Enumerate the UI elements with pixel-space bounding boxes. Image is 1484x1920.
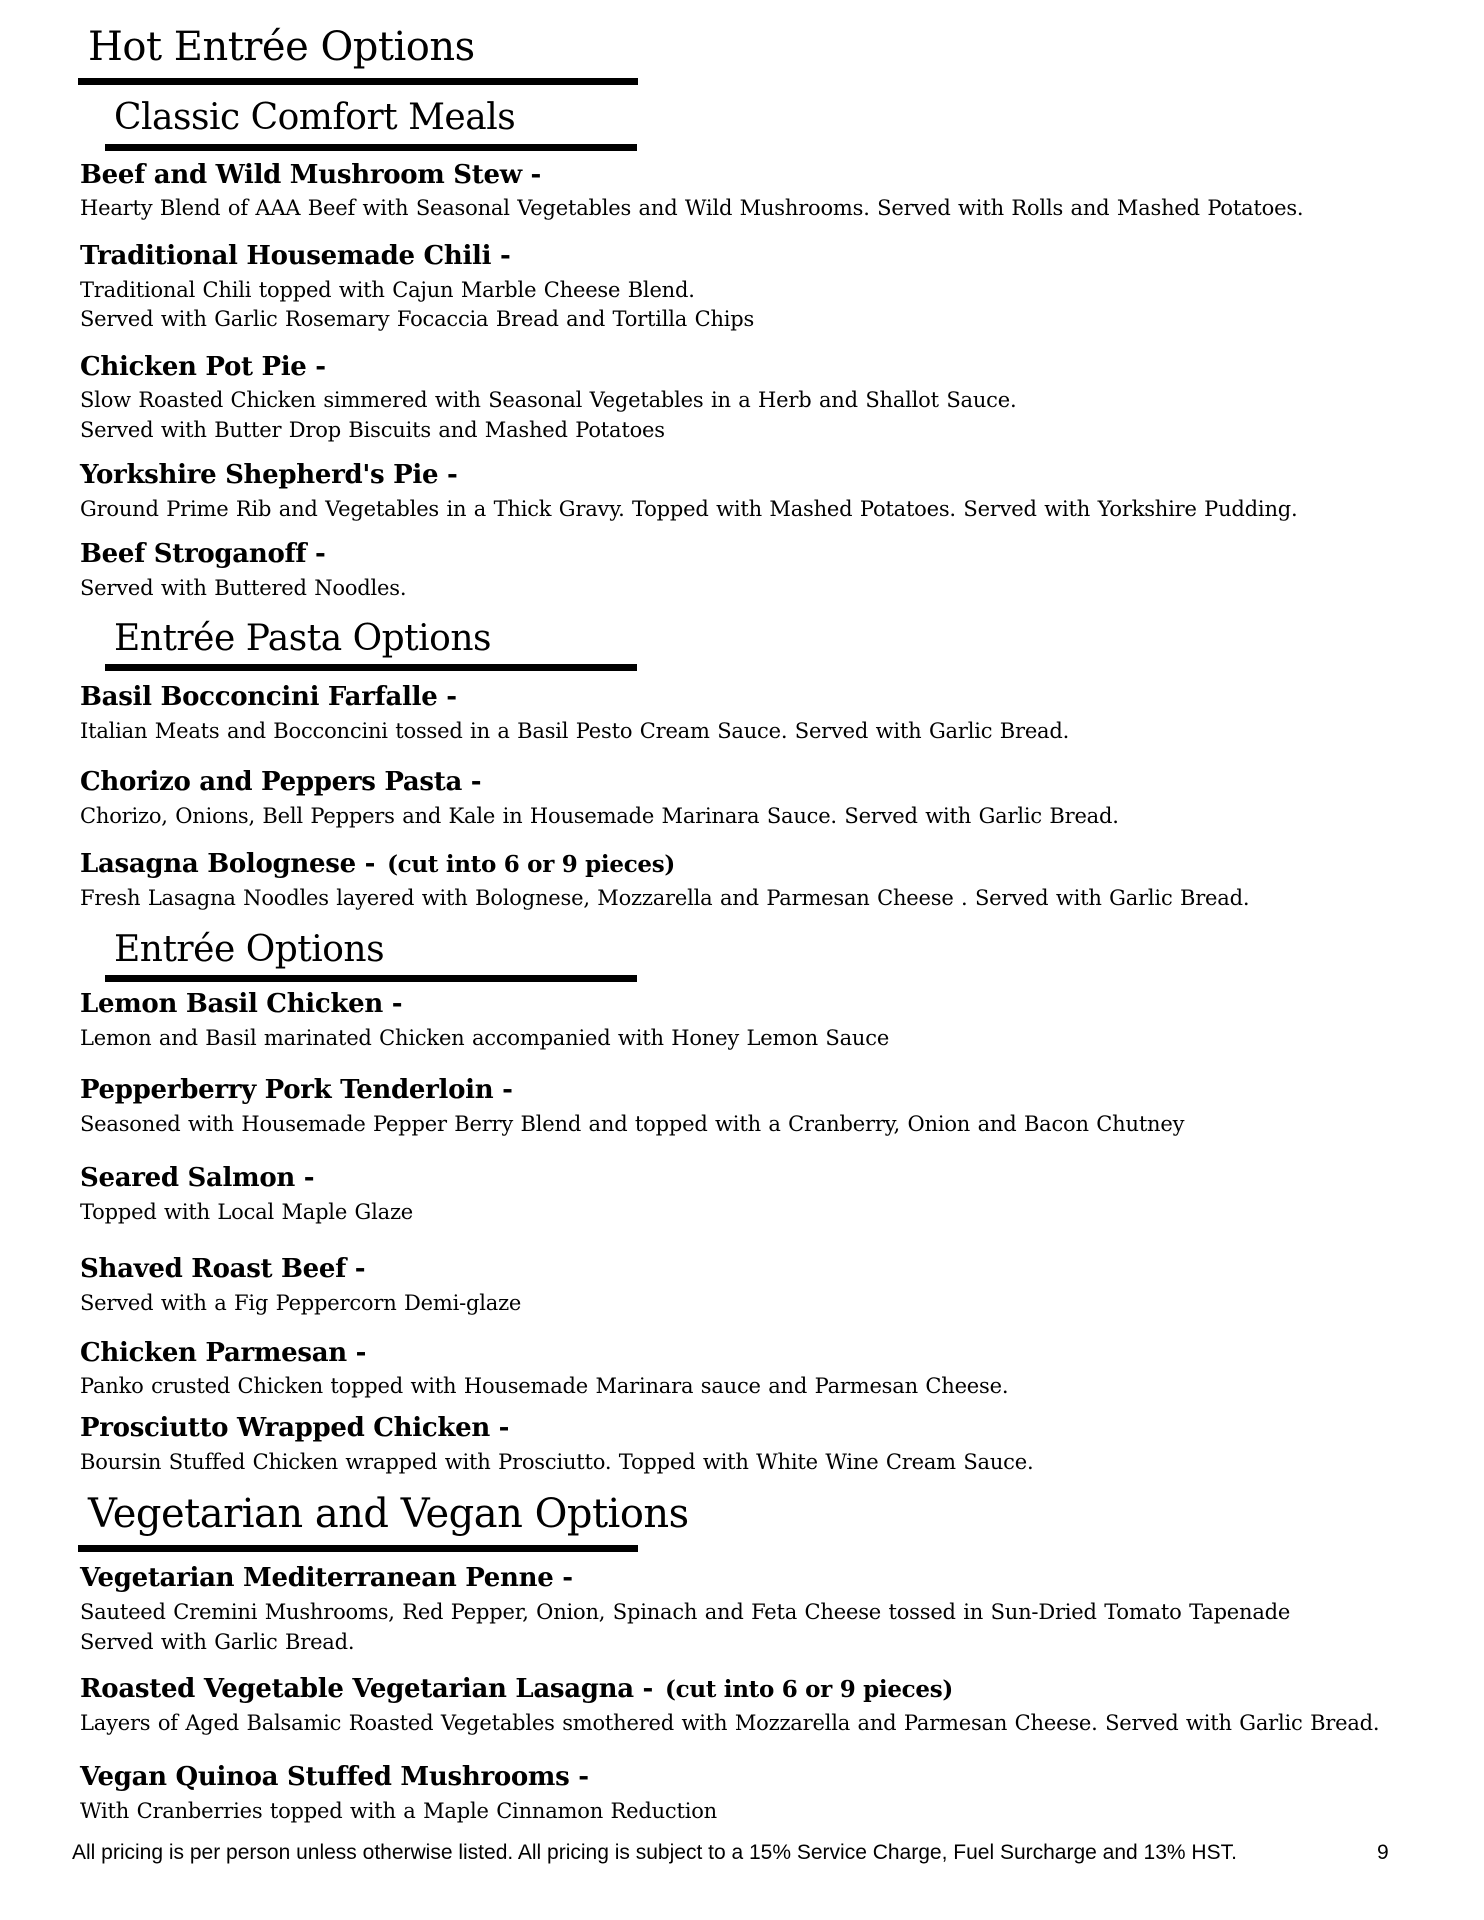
menu-item-desc: Served with Buttered Noodles. — [80, 576, 407, 601]
section-heading-block — [78, 1491, 1456, 1552]
menu-item-desc: Served with Garlic Bread. — [80, 1629, 355, 1654]
menu-item — [78, 1763, 1456, 1826]
menu-item — [78, 683, 1456, 746]
menu-item — [78, 850, 1456, 913]
heading-underline — [78, 1545, 638, 1552]
section-heading: Entrée Options — [114, 929, 385, 970]
menu-item-name: Lemon Basil Chicken - — [80, 989, 403, 1020]
menu-item-desc: Topped with Local Maple Glaze — [80, 1199, 414, 1224]
menu-item — [78, 1414, 1456, 1477]
section-heading: Classic Comfort Meals — [114, 97, 516, 139]
menu-item-desc: Chorizo, Onions, Bell Peppers and Kale in Housemade Marinara Sauce. Served with Garlic Bread. — [80, 804, 1119, 829]
menu-item-name: Beef Stroganoff - — [80, 539, 326, 570]
heading-underline — [78, 78, 638, 85]
menu-item-name: Chorizo and Peppers Pasta - — [80, 767, 482, 798]
menu-item-desc: Served with Butter Drop Biscuits and Mashed Potatoes — [80, 417, 665, 442]
menu-item-name-text: Roasted Vegetable Vegetarian Lasagna - — [80, 1673, 654, 1704]
menu-item-name: Vegetarian Mediterranean Penne - — [80, 1563, 573, 1594]
menu-item — [78, 768, 1456, 831]
page-number: 9 — [1377, 1841, 1389, 1864]
menu-item-desc: Italian Meats and Bocconcini tossed in a Basil Pesto Cream Sauce. Served with Garlic Bread. — [80, 719, 1070, 744]
menu-item-desc: Traditional Chili topped with Cajun Marble Cheese Blend. — [80, 277, 695, 302]
menu-item-name: Traditional Housemade Chili - — [80, 240, 511, 271]
menu-item — [78, 1564, 1456, 1657]
menu-item-desc: Slow Roasted Chicken simmered with Seasonal Vegetables in a Herb and Shallot Sauce. — [80, 388, 1017, 413]
menu-item-name: Basil Bocconcini Farfalle - — [80, 682, 457, 713]
menu-item — [78, 1255, 1456, 1318]
section-classic-comfort-meals — [78, 97, 1456, 604]
page-title: Hot Entrée Options — [88, 24, 475, 70]
menu-item — [78, 242, 1456, 335]
section-heading: Vegetarian and Vegan Options — [88, 1491, 689, 1538]
section-entree-pasta-options — [78, 618, 1456, 913]
menu-item-note: (cut into 6 or 9 pieces) — [387, 850, 675, 878]
heading-underline — [105, 975, 637, 982]
section-vegetarian-vegan-options — [78, 1491, 1456, 1826]
menu-item — [78, 161, 1456, 224]
menu-item-name: Prosciutto Wrapped Chicken - — [80, 1412, 510, 1443]
menu-item — [78, 1164, 1456, 1227]
menu-item-name: Seared Salmon - — [80, 1162, 315, 1193]
section-heading-block — [78, 929, 1456, 982]
menu-item-desc: Sauteed Cremini Mushrooms, Red Pepper, Onion, Spinach and Feta Cheese tossed in Sun-Dried Tomato Tapenade — [80, 1600, 1291, 1625]
menu-item — [78, 540, 1456, 603]
menu-item-name — [80, 850, 1456, 880]
menu-item-desc: Fresh Lasagna Noodles layered with Bolognese, Mozzarella and Parmesan Cheese . Served with Garlic Bread. — [80, 885, 1250, 910]
menu-item — [78, 1339, 1456, 1402]
menu-item-desc: With Cranberries topped with a Maple Cinnamon Reduction — [80, 1799, 717, 1824]
section-heading-block — [78, 618, 1456, 671]
menu-item-desc: Served with Garlic Rosemary Focaccia Bread and Tortilla Chips — [80, 307, 755, 332]
menu-item — [78, 1076, 1456, 1139]
page-footer — [72, 1841, 1452, 1865]
menu-item-name: Chicken Pot Pie - — [80, 351, 326, 382]
menu-item — [78, 1675, 1456, 1738]
menu-item-desc: Panko crusted Chicken topped with Housemade Marinara sauce and Parmesan Cheese. — [80, 1374, 1009, 1399]
page-title-block — [78, 24, 1456, 85]
section-heading-block — [78, 97, 1456, 150]
menu-item-name: Shaved Roast Beef - — [80, 1254, 366, 1285]
menu-item-name: Beef and Wild Mushroom Stew - — [80, 159, 542, 190]
footer-pricing-note: All pricing is per person unless otherwise listed. All pricing is subject to a 15% Service Charge, Fuel Surcharge and 13% HST. — [72, 1841, 1237, 1864]
menu-item-desc: Seasoned with Housemade Pepper Berry Blend and topped with a Cranberry, Onion and Bacon Chutney — [80, 1111, 1185, 1136]
menu-item-name — [80, 1675, 1456, 1705]
section-entree-options — [78, 929, 1456, 1477]
menu-item-desc: Layers of Aged Balsamic Roasted Vegetables smothered with Mozzarella and Parmesan Cheese. Served with Garlic Bread. — [80, 1710, 1380, 1735]
menu-item — [78, 461, 1456, 524]
heading-underline — [105, 664, 637, 671]
menu-item-name: Yorkshire Shepherd's Pie - — [80, 460, 458, 491]
menu-item-desc: Hearty Blend of AAA Beef with Seasonal Vegetables and Wild Mushrooms. Served with Rolls and Mashed Potatoes. — [80, 196, 1304, 221]
menu-item-note: (cut into 6 or 9 pieces) — [665, 1675, 953, 1703]
menu-item — [78, 990, 1456, 1053]
heading-underline — [105, 144, 637, 151]
menu-item-name: Chicken Parmesan - — [80, 1337, 367, 1368]
section-heading: Entrée Pasta Options — [114, 617, 491, 659]
menu-item-name: Pepperberry Pork Tenderloin - — [80, 1074, 513, 1105]
menu-item-desc: Boursin Stuffed Chicken wrapped with Prosciutto. Topped with White Wine Cream Sauce. — [80, 1449, 1034, 1474]
menu-item-desc: Ground Prime Rib and Vegetables in a Thick Gravy. Topped with Mashed Potatoes. Served with Yorkshire Pudding. — [80, 497, 1298, 522]
menu-item-name-text: Lasagna Bolognese - — [80, 848, 376, 879]
menu-item-name: Vegan Quinoa Stuffed Mushrooms - — [80, 1762, 589, 1793]
menu-item-desc: Lemon and Basil marinated Chicken accompanied with Honey Lemon Sauce — [80, 1026, 890, 1051]
menu-item-desc: Served with a Fig Peppercorn Demi-glaze — [80, 1291, 522, 1316]
menu-item — [78, 353, 1456, 446]
